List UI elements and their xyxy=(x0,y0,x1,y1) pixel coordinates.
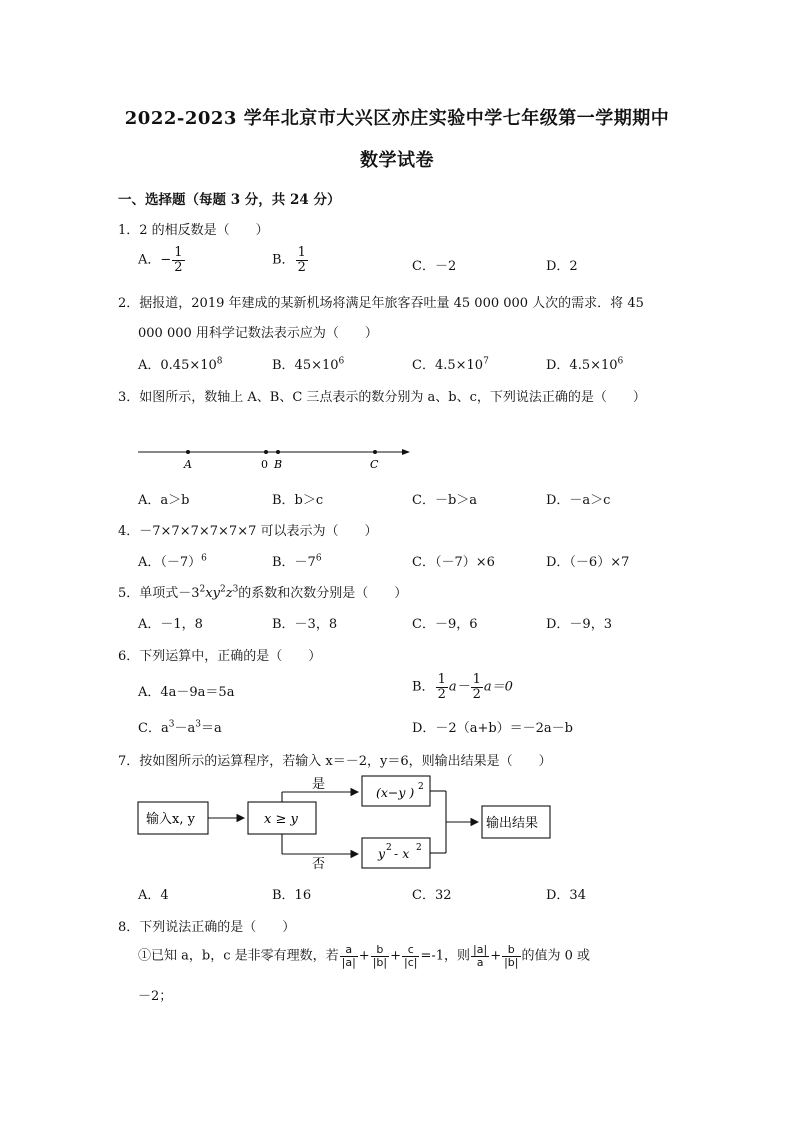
q8-statement-1-continued: －2； xyxy=(138,989,173,1004)
q5-stem: 5．单项式$-3^2xy^2z^3$的系数和次数分别是（ ） xyxy=(118,584,408,601)
q4-option-d[interactable]: D．（－6）×7 xyxy=(546,555,630,570)
condition-text: x ≥ y xyxy=(264,812,298,827)
exam-title-line1: 2022-2023 学年北京市大兴区亦庄实验中学七年级第一学期期中 xyxy=(124,108,670,129)
no-expr-x-exponent: 2 xyxy=(416,843,422,853)
yes-expr: (x−y ) xyxy=(376,785,415,800)
q7-stem: 7．按如图所示的运算程序，若输入 x＝－2，y＝6，则输出结果是（ ） xyxy=(118,754,552,769)
label-c: C xyxy=(370,458,379,471)
section-heading: 一、选择题（每题 3 分，共 24 分） xyxy=(118,192,341,208)
q2-option-d[interactable]: D．$4.5\times 10^6$ xyxy=(546,356,624,373)
no-label: 否 xyxy=(312,857,326,872)
yes-expr-exponent: 2 xyxy=(418,782,424,792)
q6-stem: 6．下列运算中，正确的是（ ） xyxy=(118,649,322,664)
q5-option-d[interactable]: D．－9，3 xyxy=(546,617,612,632)
q7-option-a[interactable]: A．4 xyxy=(138,888,169,903)
q5-option-c[interactable]: C．－9，6 xyxy=(412,617,478,632)
q4-option-c[interactable]: C．（－7）×6 xyxy=(412,555,495,570)
number-line-figure xyxy=(136,440,416,474)
q6-option-a[interactable]: A．4a－9a＝5a xyxy=(138,685,235,700)
exam-title-line2: 数学试卷 xyxy=(360,150,434,171)
q4-option-b[interactable]: B．$-7^6$ xyxy=(272,553,322,570)
q7-option-b[interactable]: B．16 xyxy=(272,888,312,903)
input-text: 输入x, y xyxy=(146,812,195,827)
q3-option-c[interactable]: C．－b＞a xyxy=(412,493,478,508)
label-b: B xyxy=(274,458,283,471)
label-a: A xyxy=(184,458,192,471)
q1-stem: 1．2 的相反数是（ ） xyxy=(118,223,269,238)
yes-label: 是 xyxy=(312,777,326,792)
q1-option-a[interactable]: A．− $\frac{1}{2}$ xyxy=(138,245,183,275)
fraction: $\frac{1}{2}$ xyxy=(297,245,306,275)
q2-option-a[interactable]: A．$0.45\times 10^8$ xyxy=(138,356,223,373)
point-a xyxy=(186,450,190,454)
point-zero xyxy=(264,450,268,454)
no-expr-x: - x xyxy=(394,846,410,861)
point-c xyxy=(373,450,377,454)
q8-stem: 8．下列说法正确的是（ ） xyxy=(118,920,296,935)
q3-option-a[interactable]: A．a＞b xyxy=(138,493,190,508)
number-line-arrow xyxy=(402,449,410,455)
q6-option-b[interactable]: B． $\frac{1}{2}$ a－ $\frac{1}{2}$ a＝0 xyxy=(412,672,513,702)
q5-option-b[interactable]: B．－3，8 xyxy=(272,617,338,632)
q1-option-c[interactable]: C．－2 xyxy=(412,259,457,274)
q6-option-c[interactable]: C．$a^3-a^3=a$ xyxy=(138,719,222,736)
q3-option-b[interactable]: B．b＞c xyxy=(272,493,324,508)
q4-stem: 4．－7×7×7×7×7×7 可以表示为（ ） xyxy=(118,524,378,539)
q5-option-a[interactable]: A．－1，8 xyxy=(138,617,203,632)
point-b xyxy=(276,450,280,454)
q6-option-d[interactable]: D．－2（a+b）＝－2a－b xyxy=(412,721,574,736)
q8-statement-1: ①已知 a，b，c 是非零有理数，若 $\frac{a}{|a|}$ + $\frac{b}{|b|}$ + $\frac{c}{|c|}$ =-1，则 $\frac{|a|}{a}$ + $\frac{b}{|b|}$ 的值为 0 或 xyxy=(138,943,591,969)
q2-stem-line1: 2．据报道，2019 年建成的某新机场将满足年旅客吞吐量 45 000 000 人次的需求．将 45 xyxy=(118,296,644,311)
q2-option-c[interactable]: C．$4.5\times 10^7$ xyxy=(412,356,489,373)
q2-option-b[interactable]: B．$45\times 10^6$ xyxy=(272,356,345,373)
q3-option-d[interactable]: D．－a＞c xyxy=(546,493,611,508)
no-expr-y-exponent: 2 xyxy=(386,843,392,853)
no-expr-y: y xyxy=(378,846,386,861)
flowchart-figure xyxy=(136,772,556,872)
q1-option-b[interactable]: B． $\frac{1}{2}$ xyxy=(272,245,306,275)
q4-option-a[interactable]: A．$(-7)^6$ xyxy=(138,553,207,570)
fraction: $\frac{1}{2}$ xyxy=(174,245,183,275)
output-text: 输出结果 xyxy=(486,816,539,831)
fraction: $\frac{1}{2}$ xyxy=(472,672,481,702)
fraction: $\frac{1}{2}$ xyxy=(437,672,446,702)
q3-stem: 3．如图所示，数轴上 A、B、C 三点表示的数分别为 a、b、c，下列说法正确的是（ ） xyxy=(118,390,646,405)
q2-stem-line2: 000 000 用科学记数法表示应为（ ） xyxy=(138,326,378,341)
label-zero: 0 xyxy=(261,458,268,471)
q1-option-d[interactable]: D．2 xyxy=(546,259,578,274)
q7-option-c[interactable]: C．32 xyxy=(412,888,452,903)
q7-option-d[interactable]: D．34 xyxy=(546,888,586,903)
